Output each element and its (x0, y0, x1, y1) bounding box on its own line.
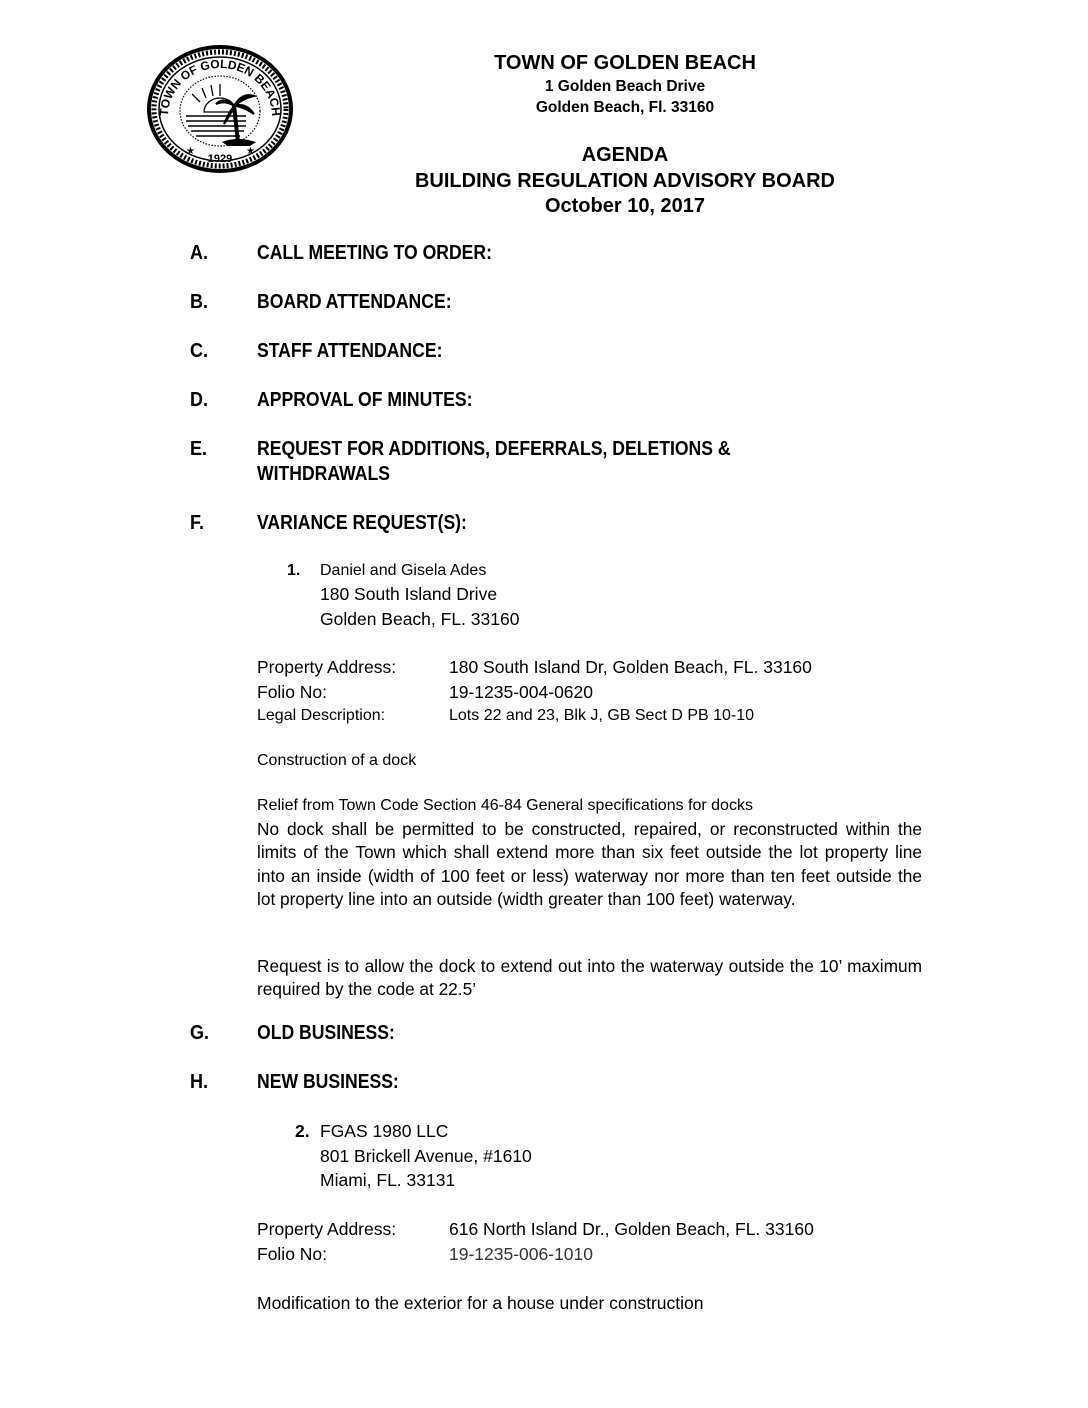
item2-address-line2: Miami, FL. 33131 (320, 1170, 456, 1190)
section-letter-f: F. (190, 512, 205, 534)
item1-legal: Lots 22 and 23, Blk J, GB Sect D PB 10-10 (449, 707, 755, 724)
town-address-line2: Golden Beach, Fl. 33160 (535, 99, 715, 116)
item1-applicant: Daniel and Gisela Ades (320, 562, 487, 579)
item2-project: Modification to the exterior for a house under construction (257, 1293, 704, 1313)
item2-folio-label: Folio No: (257, 1244, 328, 1264)
item1-property-address: 180 South Island Dr, Golden Beach, FL. 33160 (449, 657, 812, 677)
document-type-heading: AGENDA (581, 144, 669, 166)
item1-request: Request is to allow the dock to extend out into the waterway outside the 10’ maximum required by the code at 22.5’ (257, 956, 922, 1000)
section-letter-c: C. (190, 340, 208, 362)
item2-property-address: 616 North Island Dr., Golden Beach, FL. 33160 (449, 1219, 814, 1239)
section-title-staff-attendance: STAFF ATTENDANCE: (257, 340, 443, 362)
svg-text:TOWN OF GOLDEN BEACH: TOWN OF GOLDEN BEACH (156, 56, 284, 117)
item1-folio: 19-1235-004-0620 (449, 682, 594, 702)
section-title-requests: REQUEST FOR ADDITIONS, DEFERRALS, DELETIONS & (257, 438, 731, 460)
item1-address-line1: 180 South Island Drive (320, 584, 498, 604)
item2-address-line1: 801 Brickell Avenue, #1610 (320, 1146, 532, 1166)
section-title-call-to-order: CALL MEETING TO ORDER: (257, 242, 493, 264)
board-name-heading: BUILDING REGULATION ADVISORY BOARD (414, 170, 835, 192)
town-name-heading: TOWN OF GOLDEN BEACH (494, 52, 756, 74)
section-letter-b: B. (190, 291, 208, 313)
item1-property-address-label: Property Address: (257, 657, 397, 677)
svg-text:★: ★ (186, 146, 195, 157)
item2-applicant: FGAS 1980 LLC (320, 1121, 449, 1141)
section-title-board-attendance: BOARD ATTENDANCE: (257, 291, 452, 313)
item1-folio-label: Folio No: (257, 682, 328, 702)
section-title-approval-of-minutes: APPROVAL OF MINUTES: (257, 389, 473, 411)
item2-number: 2. (295, 1121, 310, 1141)
section-letter-e: E. (190, 438, 208, 460)
item1-relief-text: No dock shall be permitted to be constructed, repaired, or reconstructed within the limits of the Town which shall extend more than six feet outside the lot property line into an inside (width of 100 feet or less) waterway nor more than ten feet outside the lot property line into an outside (width greater than 100 feet) waterway. (257, 819, 922, 909)
item1-relief-heading: Relief from Town Code Section 46-84 General specifications for docks (257, 797, 753, 814)
section-letter-h: H. (190, 1071, 208, 1093)
section-letter-a: A. (190, 242, 208, 264)
town-seal-logo (146, 44, 294, 174)
item1-project: Construction of a dock (257, 752, 417, 769)
section-letter-d: D. (190, 389, 208, 411)
meeting-date: October 10, 2017 (544, 195, 706, 217)
item1-number: 1. (287, 562, 301, 579)
svg-text:1929: 1929 (207, 153, 233, 165)
section-title-new-business: NEW BUSINESS: (257, 1071, 399, 1093)
svg-text:★: ★ (246, 146, 255, 157)
item2-property-address-label: Property Address: (257, 1219, 397, 1239)
item2-folio: 19-1235-006-1010 (449, 1244, 594, 1264)
section-title-variance-requests: VARIANCE REQUEST(S): (257, 512, 467, 534)
item1-legal-label: Legal Description: (257, 707, 386, 724)
section-title-old-business: OLD BUSINESS: (257, 1022, 395, 1044)
item1-address-line2: Golden Beach, FL. 33160 (320, 609, 520, 629)
section-letter-g: G. (190, 1022, 210, 1044)
town-address-line1: 1 Golden Beach Drive (544, 78, 706, 95)
section-title-requests-line2: WITHDRAWALS (257, 463, 390, 485)
